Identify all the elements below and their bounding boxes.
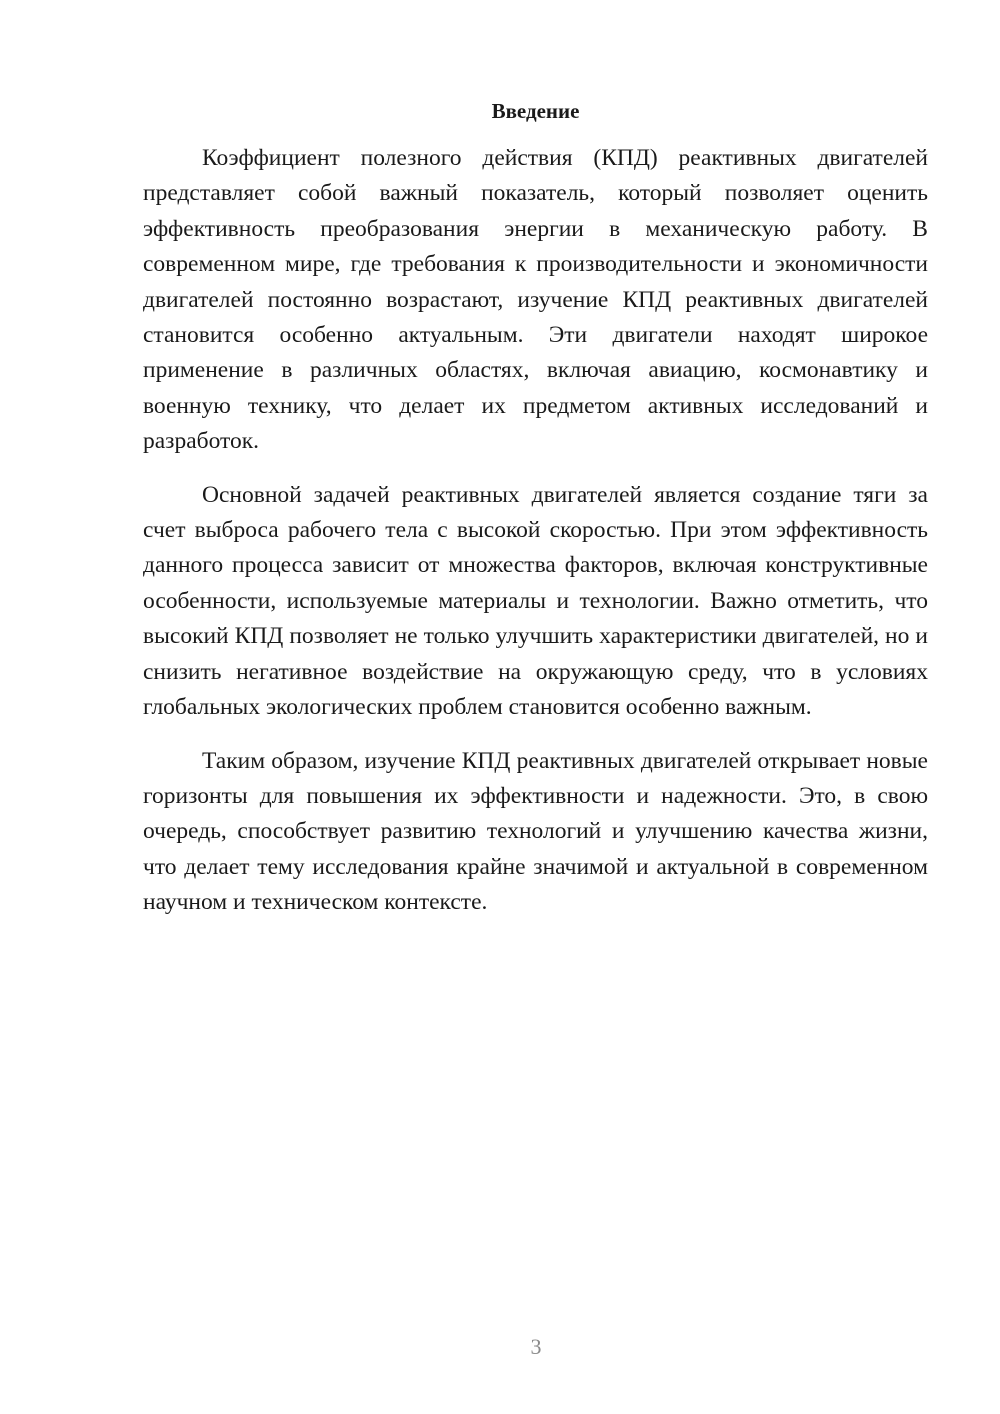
paragraph-1: Коэффициент полезного действия (КПД) реактивных двигателей представляет собой важный показатель, который позволяет оценить эффективность преобразования энергии в механическую работу. В современном мире, где требования к производительности и экономичности двигателей постоянно возрастают, изучение КПД реактивных двигателей становится особенно актуальным. Эти двигатели находят широкое применение в различных областях, включая авиацию, космонавтику и военную технику, что делает их предметом активных исследований и разработок. [143, 145, 928, 455]
section-title: Введение [491, 99, 580, 123]
paragraph-3: Таким образом, изучение КПД реактивных двигателей открывает новые горизонты для повышения их эффективности и надежности. Это, в свою очередь, способствует развитию технологий и улучшению качества жизни, что делает тему исследования крайне значимой и актуальной в современном научном и техническом контексте. [143, 747, 928, 916]
paragraph-2: Основной задачей реактивных двигателей является создание тяги за счет выброса рабочего тела с высокой скоростью. При этом эффективность данного процесса зависит от множества факторов, включая конструктивные особенности, используемые материалы и технологии. Важно отметить, что высокий КПД позволяет не только улучшить характеристики двигателей, но и снизить негативное воздействие на окружающую среду, что в условиях глобальных экологических проблем становится особенно важным. [143, 481, 928, 721]
page-number: 3 [530, 1334, 542, 1359]
body-text [143, 141, 928, 921]
